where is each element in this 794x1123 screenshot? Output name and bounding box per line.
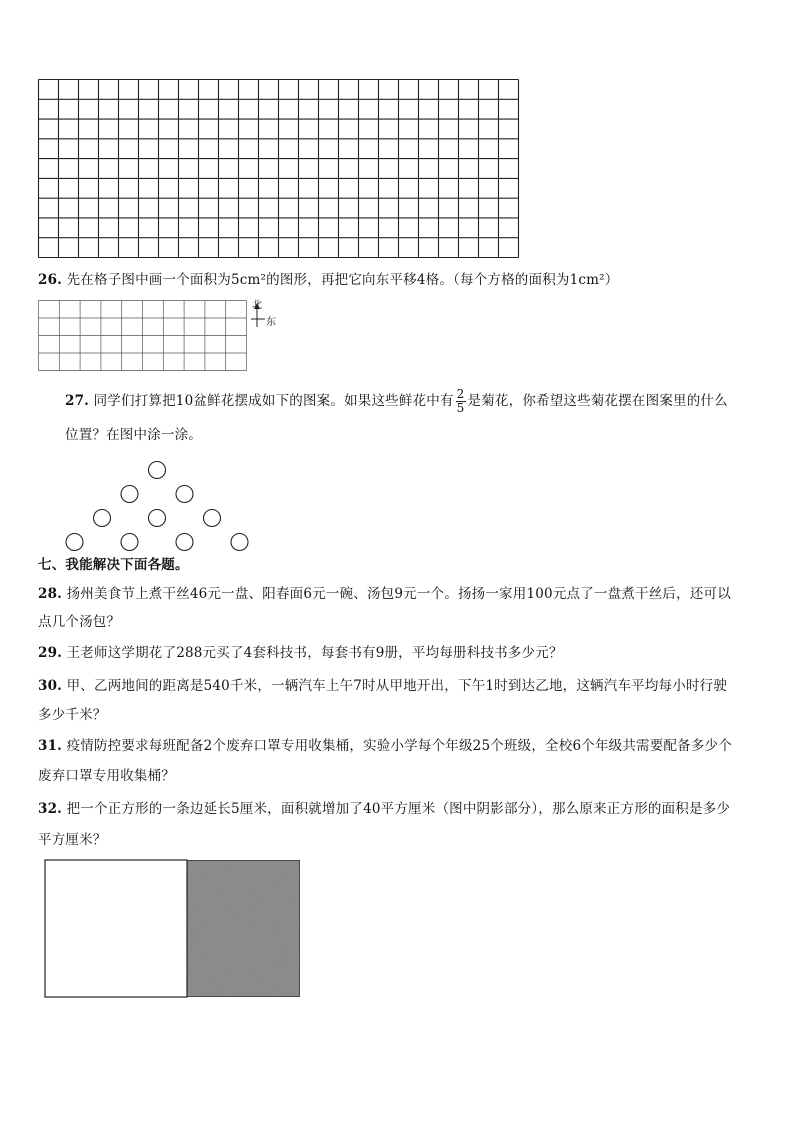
section-7-title: 七、我能解决下面各题。 [38, 557, 189, 573]
flower-circle[interactable] [176, 486, 193, 503]
flower-pattern[interactable] [85, 455, 265, 555]
question-31-number: 31. [38, 738, 63, 754]
question-31-line2: 废弃口罩专用收集桶？ [38, 768, 175, 784]
original-square [45, 860, 187, 997]
flower-circle[interactable] [149, 510, 166, 527]
question-30-line1: 甲、乙两地间的距离是540千米，一辆汽车上午7时从甲地开出，下午1时到达乙地，这辆汽车平均每小时行驶 [66, 678, 728, 694]
flower-circle[interactable] [176, 534, 193, 551]
question-32 [38, 799, 730, 819]
large-square-grid [38, 79, 520, 259]
compass-north-label: 北 [252, 300, 262, 311]
flower-circle[interactable] [121, 486, 138, 503]
question-26-text: 先在格子图中画一个面积为5cm²的图形，再把它向东平移4格。（每个方格的面积为1cm²） [66, 272, 619, 288]
question-31-line1: 疫情防控要求每班配备2个废弃口罩专用收集桶，实验小学每个年级25个班级，全校6个年级共需要配备多少个 [66, 738, 732, 754]
question-30-number: 30. [38, 678, 63, 694]
question-27 [65, 388, 728, 415]
flower-circle[interactable] [94, 510, 111, 527]
question-29-number: 29. [38, 645, 63, 661]
question-28-line2: 点几个汤包？ [38, 614, 121, 630]
question-29-line1: 王老师这学期花了288元买了4套科技书，每套书有9册，平均每册科技书多少元？ [66, 645, 563, 661]
flower-circle[interactable] [231, 534, 248, 551]
question-28 [38, 584, 731, 604]
question-26 [38, 270, 618, 290]
square-extension-diagram [44, 859, 302, 999]
question-29 [38, 643, 563, 663]
fraction-two-fifths [456, 388, 466, 415]
flower-circle[interactable] [66, 534, 83, 551]
flower-circle[interactable] [149, 462, 166, 479]
question-28-line1: 扬州美食节上煮干丝46元一盘、阳春面6元一碗、汤包9元一个。扬扬一家用100元点了一盘煮干丝后，还可以 [66, 586, 731, 602]
shaded-increase-area [187, 860, 300, 997]
question-32-line1: 把一个正方形的一条边延长5厘米，面积就增加了40平方厘米（图中阴影部分），那么原来正方形的面积是多少 [66, 801, 731, 817]
question-30-line2: 多少千米？ [38, 707, 107, 723]
question-28-number: 28. [38, 586, 63, 602]
question-31 [38, 736, 732, 756]
compass-east-label: 东 [266, 317, 276, 328]
question-27-line2: 位置？在图中涂一涂。 [65, 427, 202, 443]
question-32-number: 32. [38, 801, 63, 817]
question-26-number: 26. [38, 272, 63, 288]
fraction-denominator: 5 [456, 401, 465, 415]
question-27-number: 27. [65, 393, 90, 409]
small-square-grid [38, 300, 248, 372]
question-32-line2: 平方厘米？ [38, 832, 107, 848]
question-27-text-before: 同学们打算把10盆鲜花摆成如下的图案。如果这些鲜花中有 [93, 393, 454, 409]
question-30 [38, 676, 727, 696]
question-27-text-after: 是菊花，你希望这些菊花摆在图案里的什么 [467, 393, 728, 409]
fraction-numerator: 2 [456, 387, 465, 401]
flower-circle[interactable] [121, 534, 138, 551]
flower-circle[interactable] [204, 510, 221, 527]
